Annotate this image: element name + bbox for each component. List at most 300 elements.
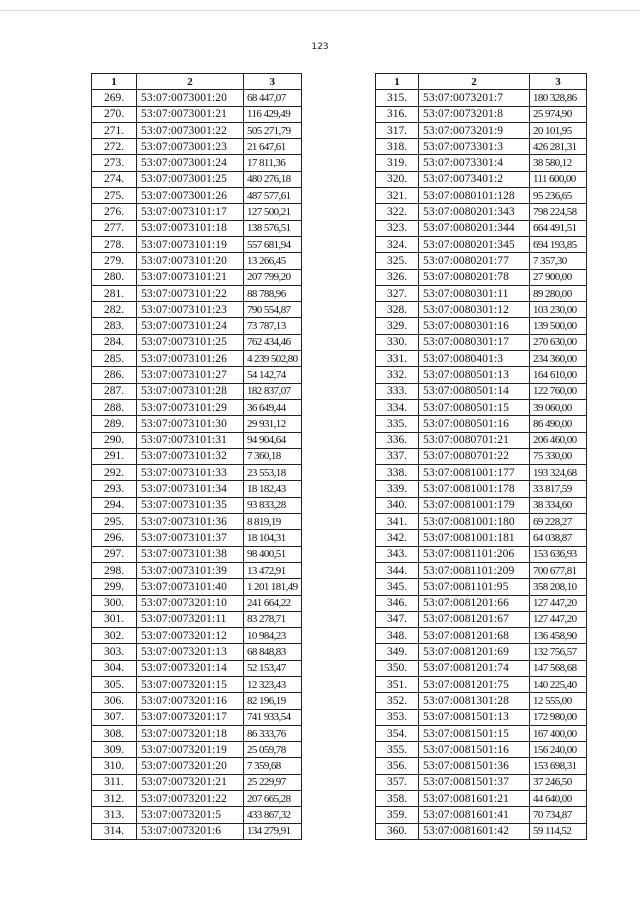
table-row <box>376 399 587 415</box>
cadastral-number-cell: 53:07:0073201:22 <box>137 791 244 807</box>
cadastral-number-cell: 53:07:0081501:13 <box>419 709 530 725</box>
table-row <box>376 383 587 399</box>
cadastral-value-cell: 206 460,00 <box>530 432 587 448</box>
row-number-cell: 293. <box>92 481 137 497</box>
cadastral-value-cell: 68 447,07 <box>244 90 302 106</box>
cadastral-value-cell: 86 333,76 <box>244 725 302 741</box>
row-number-cell: 325. <box>376 253 419 269</box>
row-number-cell: 316. <box>376 106 419 122</box>
table-row <box>92 139 302 155</box>
cadastral-value-cell: 7 359,68 <box>244 758 302 774</box>
column-header-number: 1 <box>92 74 137 90</box>
table-row <box>92 562 302 578</box>
cadastral-number-cell: 53:07:0073201:7 <box>419 90 530 106</box>
table-row <box>92 823 302 839</box>
cadastral-value-cell: 23 553,18 <box>244 465 302 481</box>
table-row <box>376 416 587 432</box>
cadastral-value-cell: 13 472,91 <box>244 562 302 578</box>
table-row <box>376 351 587 367</box>
cadastral-number-cell: 53:07:0080201:345 <box>419 236 530 252</box>
cadastral-number-cell: 53:07:0073201:20 <box>137 758 244 774</box>
row-number-cell: 279. <box>92 253 137 269</box>
cadastral-value-cell: 20 101,95 <box>530 122 587 138</box>
row-number-cell: 328. <box>376 302 419 318</box>
cadastral-number-cell: 53:07:0073101:37 <box>137 530 244 546</box>
cadastral-value-cell: 111 600,00 <box>530 171 587 187</box>
row-number-cell: 350. <box>376 660 419 676</box>
cadastral-value-cell: 664 491,51 <box>530 220 587 236</box>
row-number-cell: 355. <box>376 742 419 758</box>
cadastral-number-cell: 53:07:0073201:6 <box>137 823 244 839</box>
cadastral-value-cell: 13 266,45 <box>244 253 302 269</box>
cadastral-value-cell: 207 665,28 <box>244 791 302 807</box>
row-number-cell: 320. <box>376 171 419 187</box>
row-number-cell: 278. <box>92 236 137 252</box>
table-row <box>92 269 302 285</box>
table-row <box>376 497 587 513</box>
cadastral-value-cell: 153 636,93 <box>530 546 587 562</box>
row-number-cell: 308. <box>92 725 137 741</box>
table-row <box>92 253 302 269</box>
cadastral-value-cell: 44 640,00 <box>530 791 587 807</box>
row-number-cell: 299. <box>92 579 137 595</box>
cadastral-value-cell: 69 228,27 <box>530 514 587 530</box>
table-row <box>92 448 302 464</box>
row-number-cell: 352. <box>376 693 419 709</box>
cadastral-value-cell: 147 568,68 <box>530 660 587 676</box>
cadastral-value-cell: 54 142,74 <box>244 367 302 383</box>
cadastral-number-cell: 53:07:0073101:31 <box>137 432 244 448</box>
table-row <box>376 758 587 774</box>
row-number-cell: 344. <box>376 562 419 578</box>
table-row <box>376 725 587 741</box>
table-row <box>376 660 587 676</box>
cadastral-value-cell: 116 429,49 <box>244 106 302 122</box>
cadastral-number-cell: 53:07:0073101:28 <box>137 383 244 399</box>
row-number-cell: 285. <box>92 351 137 367</box>
left-register-table <box>91 73 302 840</box>
row-number-cell: 357. <box>376 774 419 790</box>
row-number-cell: 312. <box>92 791 137 807</box>
cadastral-number-cell: 53:07:0073101:40 <box>137 579 244 595</box>
table-row <box>92 220 302 236</box>
cadastral-number-cell: 53:07:0080501:16 <box>419 416 530 432</box>
cadastral-number-cell: 53:07:0073001:21 <box>137 106 244 122</box>
cadastral-value-cell: 98 400,51 <box>244 546 302 562</box>
cadastral-number-cell: 53:07:0081101:209 <box>419 562 530 578</box>
cadastral-number-cell: 53:07:0081501:36 <box>419 758 530 774</box>
cadastral-number-cell: 53:07:0073001:20 <box>137 90 244 106</box>
table-row <box>92 334 302 350</box>
table-row <box>376 709 587 725</box>
table-row <box>376 432 587 448</box>
row-number-cell: 347. <box>376 611 419 627</box>
table-row <box>92 481 302 497</box>
table-row <box>92 367 302 383</box>
table-row <box>376 611 587 627</box>
cadastral-number-cell: 53:07:0080201:77 <box>419 253 530 269</box>
cadastral-value-cell: 241 664,22 <box>244 595 302 611</box>
cadastral-value-cell: 36 649,44 <box>244 399 302 415</box>
row-number-cell: 301. <box>92 611 137 627</box>
cadastral-value-cell: 138 576,51 <box>244 220 302 236</box>
row-number-cell: 294. <box>92 497 137 513</box>
cadastral-number-cell: 53:07:0073201:19 <box>137 742 244 758</box>
row-number-cell: 346. <box>376 595 419 611</box>
column-header-cadastral: 2 <box>137 74 244 90</box>
table-row <box>92 676 302 692</box>
cadastral-number-cell: 53:07:0073101:33 <box>137 465 244 481</box>
cadastral-number-cell: 53:07:0073201:13 <box>137 644 244 660</box>
cadastral-number-cell: 53:07:0081201:68 <box>419 628 530 644</box>
table-row <box>376 595 587 611</box>
table-row <box>92 628 302 644</box>
table-row <box>376 807 587 823</box>
cadastral-value-cell: 93 833,28 <box>244 497 302 513</box>
cadastral-number-cell: 53:07:0080201:78 <box>419 269 530 285</box>
table-row <box>376 139 587 155</box>
cadastral-number-cell: 53:07:0073101:30 <box>137 416 244 432</box>
table-row <box>92 432 302 448</box>
table-row <box>376 465 587 481</box>
table-row <box>92 709 302 725</box>
row-number-cell: 290. <box>92 432 137 448</box>
table-row <box>92 611 302 627</box>
cadastral-value-cell: 12 323,43 <box>244 676 302 692</box>
cadastral-number-cell: 53:07:0081201:67 <box>419 611 530 627</box>
cadastral-number-cell: 53:07:0073201:21 <box>137 774 244 790</box>
table-row <box>92 693 302 709</box>
cadastral-value-cell: 140 225,40 <box>530 676 587 692</box>
cadastral-value-cell: 762 434,46 <box>244 334 302 350</box>
cadastral-value-cell: 7 357,30 <box>530 253 587 269</box>
row-number-cell: 292. <box>92 465 137 481</box>
row-number-cell: 313. <box>92 807 137 823</box>
row-number-cell: 353. <box>376 709 419 725</box>
row-number-cell: 305. <box>92 676 137 692</box>
cadastral-number-cell: 53:07:0080101:128 <box>419 188 530 204</box>
row-number-cell: 311. <box>92 774 137 790</box>
cadastral-value-cell: 358 208,10 <box>530 579 587 595</box>
cadastral-number-cell: 53:07:0073001:24 <box>137 155 244 171</box>
row-number-cell: 341. <box>376 514 419 530</box>
cadastral-number-cell: 53:07:0073101:22 <box>137 285 244 301</box>
row-number-cell: 354. <box>376 725 419 741</box>
row-number-cell: 307. <box>92 709 137 725</box>
cadastral-number-cell: 53:07:0081601:42 <box>419 823 530 839</box>
row-number-cell: 303. <box>92 644 137 660</box>
cadastral-value-cell: 86 490,00 <box>530 416 587 432</box>
table-row <box>376 791 587 807</box>
table-row <box>376 155 587 171</box>
table-row <box>376 514 587 530</box>
cadastral-value-cell: 21 647,61 <box>244 139 302 155</box>
row-number-cell: 304. <box>92 660 137 676</box>
table-row <box>376 285 587 301</box>
cadastral-number-cell: 53:07:0073201:8 <box>419 106 530 122</box>
table-row <box>92 595 302 611</box>
cadastral-value-cell: 17 811,36 <box>244 155 302 171</box>
table-row <box>92 465 302 481</box>
cadastral-value-cell: 136 458,90 <box>530 628 587 644</box>
row-number-cell: 323. <box>376 220 419 236</box>
row-number-cell: 332. <box>376 367 419 383</box>
table-row <box>92 644 302 660</box>
page-number: 123 <box>311 42 329 52</box>
cadastral-number-cell: 53:07:0081101:206 <box>419 546 530 562</box>
row-number-cell: 324. <box>376 236 419 252</box>
cadastral-number-cell: 53:07:0081001:181 <box>419 530 530 546</box>
table-row <box>376 204 587 220</box>
cadastral-number-cell: 53:07:0081201:75 <box>419 676 530 692</box>
table-row <box>376 90 587 106</box>
row-number-cell: 306. <box>92 693 137 709</box>
cadastral-number-cell: 53:07:0073301:4 <box>419 155 530 171</box>
cadastral-value-cell: 153 698,31 <box>530 758 587 774</box>
row-number-cell: 271. <box>92 122 137 138</box>
cadastral-number-cell: 53:07:0073301:3 <box>419 139 530 155</box>
row-number-cell: 360. <box>376 823 419 839</box>
cadastral-number-cell: 53:07:0073101:20 <box>137 253 244 269</box>
table-row <box>92 171 302 187</box>
cadastral-value-cell: 38 580,12 <box>530 155 587 171</box>
table-row <box>92 774 302 790</box>
table-row <box>92 302 302 318</box>
table-header-row <box>92 74 302 90</box>
cadastral-number-cell: 53:07:0080401:3 <box>419 351 530 367</box>
cadastral-value-cell: 18 104,31 <box>244 530 302 546</box>
cadastral-value-cell: 59 114,52 <box>530 823 587 839</box>
table-row <box>92 106 302 122</box>
cadastral-value-cell: 790 554,87 <box>244 302 302 318</box>
cadastral-value-cell: 39 060,00 <box>530 399 587 415</box>
cadastral-number-cell: 53:07:0081001:179 <box>419 497 530 513</box>
row-number-cell: 295. <box>92 514 137 530</box>
row-number-cell: 349. <box>376 644 419 660</box>
cadastral-value-cell: 88 788,96 <box>244 285 302 301</box>
cadastral-number-cell: 53:07:0073101:26 <box>137 351 244 367</box>
table-row <box>92 399 302 415</box>
cadastral-number-cell: 53:07:0073201:10 <box>137 595 244 611</box>
row-number-cell: 275. <box>92 188 137 204</box>
cadastral-value-cell: 180 328,86 <box>530 90 587 106</box>
cadastral-number-cell: 53:07:0073101:34 <box>137 481 244 497</box>
cadastral-value-cell: 700 677,81 <box>530 562 587 578</box>
row-number-cell: 340. <box>376 497 419 513</box>
cadastral-number-cell: 53:07:0073101:36 <box>137 514 244 530</box>
row-number-cell: 342. <box>376 530 419 546</box>
cadastral-number-cell: 53:07:0073201:16 <box>137 693 244 709</box>
row-number-cell: 281. <box>92 285 137 301</box>
row-number-cell: 274. <box>92 171 137 187</box>
cadastral-value-cell: 487 577,61 <box>244 188 302 204</box>
row-number-cell: 331. <box>376 351 419 367</box>
cadastral-number-cell: 53:07:0073001:23 <box>137 139 244 155</box>
cadastral-number-cell: 53:07:0080501:13 <box>419 367 530 383</box>
cadastral-number-cell: 53:07:0073201:17 <box>137 709 244 725</box>
row-number-cell: 333. <box>376 383 419 399</box>
row-number-cell: 298. <box>92 562 137 578</box>
cadastral-value-cell: 139 500,00 <box>530 318 587 334</box>
row-number-cell: 270. <box>92 106 137 122</box>
cadastral-number-cell: 53:07:0081601:41 <box>419 807 530 823</box>
row-number-cell: 286. <box>92 367 137 383</box>
row-number-cell: 343. <box>376 546 419 562</box>
row-number-cell: 337. <box>376 448 419 464</box>
cadastral-number-cell: 53:07:0073001:26 <box>137 188 244 204</box>
scan-top-edge <box>0 10 640 11</box>
row-number-cell: 317. <box>376 122 419 138</box>
row-number-cell: 329. <box>376 318 419 334</box>
cadastral-number-cell: 53:07:0080201:343 <box>419 204 530 220</box>
cadastral-value-cell: 193 324,68 <box>530 465 587 481</box>
table-row <box>92 725 302 741</box>
table-row <box>92 318 302 334</box>
cadastral-number-cell: 53:07:0073201:14 <box>137 660 244 676</box>
cadastral-value-cell: 172 980,00 <box>530 709 587 725</box>
cadastral-value-cell: 164 610,00 <box>530 367 587 383</box>
table-row <box>92 546 302 562</box>
cadastral-value-cell: 70 734,87 <box>530 807 587 823</box>
cadastral-number-cell: 53:07:0080501:15 <box>419 399 530 415</box>
row-number-cell: 358. <box>376 791 419 807</box>
cadastral-number-cell: 53:07:0073201:11 <box>137 611 244 627</box>
table-row <box>376 481 587 497</box>
right-table-body <box>376 90 587 840</box>
table-row <box>376 188 587 204</box>
cadastral-value-cell: 7 360,18 <box>244 448 302 464</box>
row-number-cell: 321. <box>376 188 419 204</box>
table-row <box>92 758 302 774</box>
cadastral-number-cell: 53:07:0080301:12 <box>419 302 530 318</box>
cadastral-number-cell: 53:07:0080201:344 <box>419 220 530 236</box>
row-number-cell: 335. <box>376 416 419 432</box>
row-number-cell: 315. <box>376 90 419 106</box>
cadastral-value-cell: 33 817,59 <box>530 481 587 497</box>
cadastral-value-cell: 694 193,85 <box>530 236 587 252</box>
row-number-cell: 269. <box>92 90 137 106</box>
cadastral-number-cell: 53:07:0081001:180 <box>419 514 530 530</box>
cadastral-value-cell: 68 848,83 <box>244 644 302 660</box>
table-row <box>376 546 587 562</box>
table-row <box>92 383 302 399</box>
cadastral-value-cell: 798 224,58 <box>530 204 587 220</box>
cadastral-number-cell: 53:07:0081201:74 <box>419 660 530 676</box>
cadastral-value-cell: 25 059,78 <box>244 742 302 758</box>
cadastral-value-cell: 741 933,54 <box>244 709 302 725</box>
cadastral-number-cell: 53:07:0081601:21 <box>419 791 530 807</box>
row-number-cell: 289. <box>92 416 137 432</box>
cadastral-value-cell: 75 330,00 <box>530 448 587 464</box>
cadastral-value-cell: 433 867,32 <box>244 807 302 823</box>
cadastral-value-cell: 94 904,64 <box>244 432 302 448</box>
right-register-table <box>375 73 587 840</box>
row-number-cell: 296. <box>92 530 137 546</box>
cadastral-value-cell: 1 201 181,49 <box>244 579 302 595</box>
table-row <box>376 367 587 383</box>
cadastral-number-cell: 53:07:0073101:23 <box>137 302 244 318</box>
table-row <box>376 823 587 839</box>
row-number-cell: 310. <box>92 758 137 774</box>
cadastral-number-cell: 53:07:0080301:17 <box>419 334 530 350</box>
cadastral-number-cell: 53:07:0073101:38 <box>137 546 244 562</box>
cadastral-number-cell: 53:07:0080501:14 <box>419 383 530 399</box>
cadastral-value-cell: 38 334,60 <box>530 497 587 513</box>
cadastral-number-cell: 53:07:0081501:16 <box>419 742 530 758</box>
table-row <box>376 579 587 595</box>
table-row <box>376 334 587 350</box>
row-number-cell: 345. <box>376 579 419 595</box>
table-row <box>92 742 302 758</box>
table-row <box>376 122 587 138</box>
row-number-cell: 338. <box>376 465 419 481</box>
cadastral-number-cell: 53:07:0080301:16 <box>419 318 530 334</box>
cadastral-value-cell: 89 280,00 <box>530 285 587 301</box>
cadastral-value-cell: 52 153,47 <box>244 660 302 676</box>
cadastral-value-cell: 156 240,00 <box>530 742 587 758</box>
cadastral-number-cell: 53:07:0081001:178 <box>419 481 530 497</box>
cadastral-number-cell: 53:07:0081201:66 <box>419 595 530 611</box>
cadastral-value-cell: 18 182,43 <box>244 481 302 497</box>
table-row <box>92 285 302 301</box>
cadastral-value-cell: 12 555,00 <box>530 693 587 709</box>
table-row <box>376 774 587 790</box>
table-row <box>376 676 587 692</box>
cadastral-value-cell: 134 279,91 <box>244 823 302 839</box>
row-number-cell: 302. <box>92 628 137 644</box>
row-number-cell: 284. <box>92 334 137 350</box>
row-number-cell: 300. <box>92 595 137 611</box>
row-number-cell: 339. <box>376 481 419 497</box>
table-row <box>92 660 302 676</box>
row-number-cell: 297. <box>92 546 137 562</box>
cadastral-value-cell: 207 799,20 <box>244 269 302 285</box>
column-header-cadastral: 2 <box>419 74 530 90</box>
cadastral-value-cell: 557 681,94 <box>244 236 302 252</box>
cadastral-value-cell: 234 360,00 <box>530 351 587 367</box>
cadastral-value-cell: 270 630,00 <box>530 334 587 350</box>
row-number-cell: 309. <box>92 742 137 758</box>
table-row <box>92 351 302 367</box>
cadastral-number-cell: 53:07:0081001:177 <box>419 465 530 481</box>
cadastral-value-cell: 95 236,65 <box>530 188 587 204</box>
table-row <box>376 220 587 236</box>
row-number-cell: 277. <box>92 220 137 236</box>
row-number-cell: 351. <box>376 676 419 692</box>
left-table-body <box>92 90 302 840</box>
cadastral-value-cell: 103 230,00 <box>530 302 587 318</box>
cadastral-number-cell: 53:07:0073201:18 <box>137 725 244 741</box>
table-header-row <box>376 74 587 90</box>
cadastral-number-cell: 53:07:0073101:39 <box>137 562 244 578</box>
table-row <box>376 318 587 334</box>
column-header-number: 1 <box>376 74 419 90</box>
cadastral-number-cell: 53:07:0073101:35 <box>137 497 244 513</box>
cadastral-value-cell: 37 246,50 <box>530 774 587 790</box>
table-row <box>376 530 587 546</box>
column-header-value: 3 <box>530 74 587 90</box>
row-number-cell: 291. <box>92 448 137 464</box>
cadastral-value-cell: 83 278,71 <box>244 611 302 627</box>
table-row <box>92 497 302 513</box>
row-number-cell: 327. <box>376 285 419 301</box>
table-row <box>92 579 302 595</box>
cadastral-number-cell: 53:07:0081501:37 <box>419 774 530 790</box>
cadastral-value-cell: 122 760,00 <box>530 383 587 399</box>
cadastral-number-cell: 53:07:0073101:19 <box>137 236 244 252</box>
cadastral-value-cell: 8 819,19 <box>244 514 302 530</box>
row-number-cell: 359. <box>376 807 419 823</box>
